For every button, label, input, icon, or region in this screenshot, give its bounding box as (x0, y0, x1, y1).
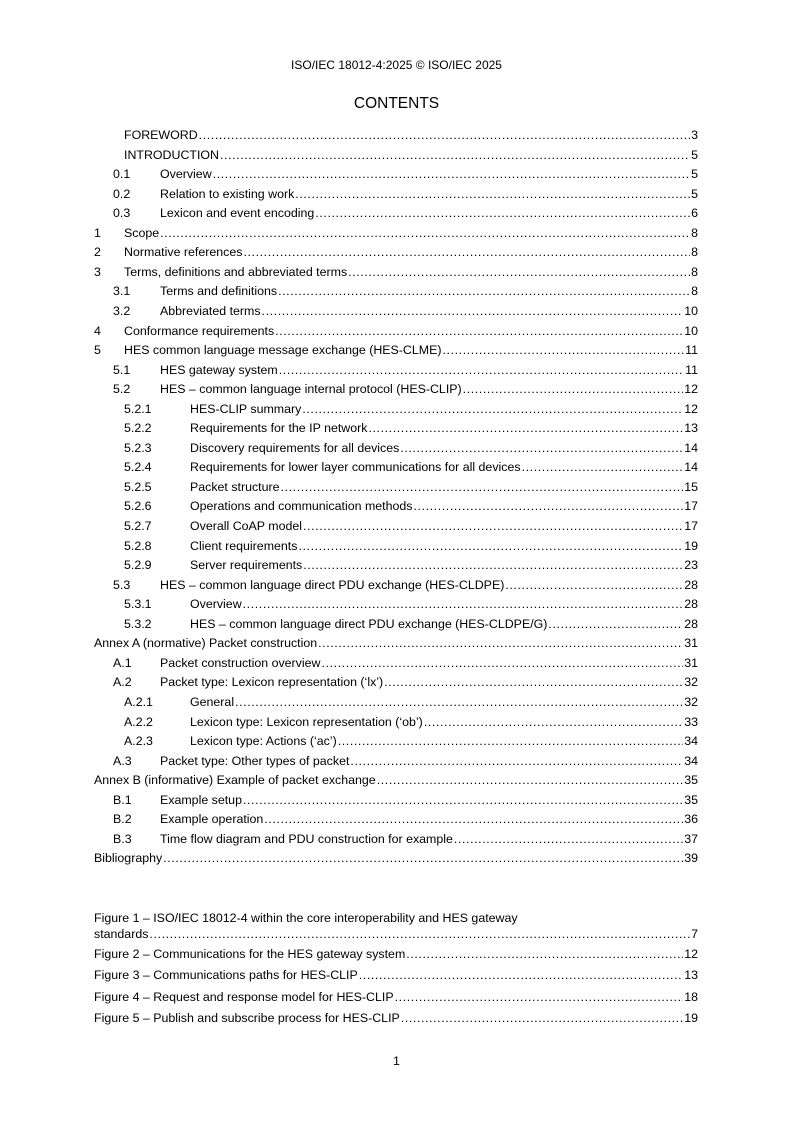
toc-entry[interactable] (94, 655, 698, 671)
toc-entry[interactable] (94, 303, 698, 319)
dot-leader (264, 811, 683, 827)
toc-entry[interactable] (94, 557, 698, 573)
toc-entry-page: 5 (691, 186, 698, 201)
toc-entry[interactable] (94, 674, 698, 690)
toc-entry[interactable] (94, 420, 698, 436)
toc-entry[interactable] (94, 518, 698, 534)
toc-entry-number: A.2.3 (124, 734, 153, 749)
dot-leader (454, 831, 683, 847)
toc-entry-page: 10 (684, 303, 698, 318)
toc-entry-page: 37 (684, 831, 698, 846)
toc-entry-number: 5.2.4 (124, 460, 152, 475)
dot-leader (377, 772, 684, 788)
toc-entry-title: Conformance requirements (124, 323, 275, 338)
toc-entry-title: Terms, definitions and abbreviated terms (124, 264, 348, 279)
toc-entry[interactable] (94, 186, 698, 202)
toc-entry-title: Lexicon and event encoding (160, 206, 315, 221)
toc-entry-number: 5.2.6 (124, 499, 152, 514)
toc-entry-title: Example setup (160, 792, 242, 807)
figure-entry[interactable] (94, 967, 698, 983)
dot-leader (295, 186, 690, 202)
dot-leader (384, 674, 683, 690)
dot-leader (401, 1010, 683, 1026)
dot-leader (548, 616, 683, 632)
toc-entry[interactable] (94, 714, 698, 730)
toc-entry-number: 5.2.8 (124, 538, 152, 553)
dot-leader (505, 577, 683, 593)
dot-leader (199, 127, 690, 143)
toc-entry-number: 5.2 (113, 382, 131, 397)
dot-leader (278, 283, 690, 299)
toc-entry-page: 11 (685, 343, 698, 358)
toc-entry-page: 28 (684, 597, 698, 612)
toc-entry-title: HES – common language direct PDU exchange (HES-CLDPE) (160, 577, 505, 592)
toc-entry-page: 32 (684, 694, 698, 709)
dot-leader (395, 989, 684, 1005)
toc-entry-number: 5.2.3 (124, 440, 152, 455)
toc-entry-page: 3 (691, 128, 698, 142)
toc-entry-number: 2 (94, 245, 101, 260)
toc-entry-number: 5.2.1 (124, 401, 152, 416)
toc-entry-number: A.2.2 (124, 714, 153, 729)
toc-entry[interactable] (94, 459, 698, 475)
toc-entry-number: 4 (94, 323, 101, 338)
toc-entry-number: 5.2.5 (124, 479, 152, 494)
dot-leader (359, 967, 683, 983)
toc-entry[interactable] (94, 342, 698, 358)
dot-leader (243, 792, 683, 808)
toc-entry-title: Bibliography (94, 851, 163, 866)
toc-entry-number: 0.1 (113, 167, 131, 182)
toc-entry-title: Packet structure (190, 479, 280, 494)
toc-entry[interactable] (94, 225, 698, 241)
dot-leader (406, 946, 683, 962)
figure-page: 12 (684, 947, 698, 961)
toc-entry-number: 3 (94, 264, 101, 279)
toc-entry-page: 13 (684, 421, 698, 436)
toc-entry-page: 5 (691, 147, 698, 162)
toc-entry-page: 14 (684, 460, 698, 475)
toc-entry-title: Terms and definitions (160, 284, 278, 299)
toc-entry-number: 5.3 (113, 577, 131, 592)
dot-leader (275, 323, 683, 339)
figure-title: Figure 5 – Publish and subscribe process for HES-CLIP (94, 1010, 400, 1025)
toc-entry[interactable] (94, 694, 698, 710)
toc-entry-number: B.2 (113, 812, 132, 827)
dot-leader (463, 381, 684, 397)
figure-title-line1: Figure 1 – ISO/IEC 18012-4 within the core interoperability and HES gateway (94, 911, 518, 925)
toc-entry[interactable] (94, 264, 698, 280)
toc-entry[interactable] (94, 479, 698, 495)
toc-entry-page: 8 (691, 264, 698, 279)
figure-entry[interactable] (94, 1010, 698, 1026)
toc-entry-page: 32 (684, 675, 698, 690)
toc-entry-page: 36 (684, 812, 698, 827)
toc-entry-page: 17 (684, 519, 698, 533)
dot-leader (350, 753, 683, 769)
toc-entry-page: 34 (684, 753, 698, 768)
toc-entry-title: FOREWORD (124, 128, 198, 142)
dot-leader (318, 635, 683, 651)
toc-entry-title: Operations and communication methods (190, 499, 413, 514)
dot-leader (400, 440, 683, 456)
toc-entry-title: Requirements for the IP network (190, 421, 368, 436)
toc-entry-title: HES gateway system (160, 362, 278, 377)
toc-entry[interactable] (94, 596, 698, 612)
toc-entry[interactable] (94, 616, 698, 632)
toc-entry-page: 35 (684, 773, 698, 788)
dot-leader (522, 459, 684, 475)
toc-entry-page: 28 (684, 616, 698, 631)
toc-entry-number: 5.2.7 (124, 519, 152, 533)
toc-entry-page: 15 (684, 479, 698, 494)
dot-leader (303, 557, 683, 573)
toc-entry-page: 28 (684, 577, 698, 592)
toc-entry-page: 8 (691, 225, 698, 240)
toc-entry[interactable] (94, 381, 698, 397)
toc-entry-number: B.3 (113, 831, 132, 846)
figure-title-line2: standards (94, 927, 149, 941)
toc-entry-number: 0.2 (113, 186, 131, 201)
figure-page: 7 (691, 927, 698, 941)
toc-entry[interactable] (94, 850, 698, 866)
dot-leader (303, 518, 683, 534)
toc-entry-title: Time flow diagram and PDU construction for example (160, 831, 453, 846)
toc-entry-page: 23 (684, 558, 698, 573)
toc-entry-page: 8 (691, 245, 698, 260)
contents-title: CONTENTS (353, 95, 440, 112)
toc-entry-number: 0.3 (113, 206, 131, 221)
dot-leader (163, 850, 683, 866)
toc-entry-page: 34 (684, 734, 698, 749)
toc-entry-page: 6 (691, 206, 698, 221)
figure-title: Figure 2 – Communications for the HES gateway system (94, 947, 406, 961)
figure-page: 13 (684, 968, 698, 983)
toc-entry[interactable] (94, 498, 698, 514)
dot-leader (413, 498, 683, 514)
figure-title: Figure 4 – Request and response model for HES-CLIP (94, 989, 394, 1004)
toc-entry[interactable] (94, 147, 698, 163)
toc-entry[interactable] (94, 772, 698, 788)
toc-entry[interactable] (94, 811, 698, 827)
toc-entry-title: Client requirements (190, 538, 298, 553)
toc-entry-page: 11 (685, 362, 698, 377)
dot-leader (368, 420, 683, 436)
toc-entry-page: 10 (684, 323, 698, 338)
toc-entry-title: Scope (124, 225, 160, 240)
dot-leader (160, 225, 690, 241)
dot-leader (149, 926, 690, 942)
toc-entry[interactable] (94, 733, 698, 749)
toc-entry-title: Lexicon type: Actions (‘ac’) (190, 734, 337, 749)
toc-entry-title: Overall CoAP model (190, 519, 303, 533)
dot-leader (235, 694, 683, 710)
dot-leader (302, 401, 683, 417)
dot-leader (262, 303, 684, 319)
toc-entry[interactable] (94, 244, 698, 260)
toc-entry-number: 5.3.2 (124, 616, 152, 631)
dot-leader (243, 244, 690, 260)
figure-title-line2-row (94, 926, 698, 942)
toc-entry[interactable] (94, 323, 698, 339)
toc-entry-number: A.2.1 (124, 694, 153, 709)
figure-title: Figure 3 – Communications paths for HES-CLIP (94, 968, 358, 983)
toc-entry[interactable] (94, 401, 698, 417)
toc-entry-title: HES – common language direct PDU exchange (HES-CLDPE/G) (190, 616, 548, 631)
dot-leader (298, 538, 683, 554)
toc-entry-title: Annex A (normative) Packet construction (94, 636, 318, 651)
toc-entry-title: Overview (160, 167, 212, 182)
toc-entry-title: Server requirements (190, 558, 303, 573)
toc-entry-title: Normative references (124, 245, 243, 260)
toc-entry-page: 12 (684, 401, 698, 416)
dot-leader (220, 147, 690, 163)
dot-leader (348, 264, 690, 280)
toc-entry[interactable] (94, 753, 698, 769)
toc-entry-page: 17 (684, 499, 698, 514)
toc-entry-page: 19 (684, 538, 698, 553)
toc-entry[interactable] (94, 440, 698, 456)
dot-leader (424, 714, 683, 730)
page-number: 1 (393, 1054, 400, 1068)
toc-entry-title: HES common language message exchange (HES-CLME) (124, 343, 442, 358)
toc-entry[interactable] (94, 538, 698, 554)
toc-entry-title: Discovery requirements for all devices (190, 440, 400, 455)
page-header: ISO/IEC 18012-4:2025 © ISO/IEC 2025 (291, 58, 502, 72)
toc-entry-title: Packet construction overview (160, 655, 321, 670)
toc-entry-page: 31 (684, 636, 698, 651)
toc-entry-page: 39 (684, 851, 698, 866)
toc-entry-number: 3.2 (113, 303, 131, 318)
toc-entry-title: Requirements for lower layer communications for all devices (190, 460, 521, 475)
toc-entry-page: 5 (691, 167, 698, 182)
dot-leader (338, 733, 684, 749)
toc-entry-page: 14 (684, 440, 698, 455)
toc-entry-number: 5.3.1 (124, 597, 152, 612)
toc-entry-page: 31 (684, 655, 698, 670)
toc-entry-number: A.3 (113, 753, 132, 768)
toc-entry-title: Packet type: Other types of packet (160, 753, 350, 768)
toc-entry[interactable] (94, 792, 698, 808)
dot-leader (213, 166, 690, 182)
figure-entry[interactable] (94, 989, 698, 1005)
dot-leader (443, 342, 685, 358)
toc-entry-page: 33 (684, 714, 698, 729)
toc-entry[interactable] (94, 362, 698, 378)
dot-leader (315, 205, 690, 221)
toc-entry-title: General (190, 694, 235, 709)
dot-leader (321, 655, 683, 671)
toc-entry-page: 12 (684, 382, 698, 397)
toc-entry[interactable] (94, 166, 698, 182)
toc-entry[interactable] (94, 205, 698, 221)
toc-entry[interactable] (94, 283, 698, 299)
toc-entry[interactable] (94, 831, 698, 847)
toc-entry-title: Relation to existing work (160, 186, 295, 201)
toc-entry[interactable] (94, 127, 698, 143)
toc-entry-number: 5.2.9 (124, 558, 152, 573)
figure-page: 18 (684, 989, 698, 1004)
toc-entry-title: INTRODUCTION (124, 147, 219, 162)
toc-entry-number: 5 (94, 343, 101, 358)
toc-entry-number: A.1 (113, 655, 132, 670)
toc-entry-number: 5.1 (113, 362, 131, 377)
toc-entry-number: B.1 (113, 792, 132, 807)
toc-entry-title: Lexicon type: Lexicon representation (‘ob’) (190, 714, 423, 729)
toc-entry-number: 1 (94, 225, 101, 240)
toc-entry-page: 8 (691, 284, 698, 299)
dot-leader (279, 362, 684, 378)
dot-leader (281, 479, 684, 495)
toc-entry-title: Abbreviated terms (160, 303, 261, 318)
toc-entry-number: A.2 (113, 675, 132, 690)
toc-entry-number: 5.2.2 (124, 421, 152, 436)
toc-entry-title: Example operation (160, 812, 264, 827)
toc-entry-title: HES-CLIP summary (190, 401, 302, 416)
toc-entry-number: 3.1 (113, 284, 131, 299)
toc-entry-title: HES – common language internal protocol (HES-CLIP) (160, 382, 462, 397)
figure-page: 19 (684, 1010, 698, 1025)
toc-entry[interactable] (94, 577, 698, 593)
figure-entry[interactable] (94, 946, 698, 962)
figure-entry-1[interactable] (94, 910, 698, 942)
toc-entry-title: Overview (190, 597, 242, 612)
toc-entry-page: 35 (684, 792, 698, 807)
toc-entry[interactable] (94, 635, 698, 651)
toc-entry-title: Annex B (informative) Example of packet exchange (94, 773, 376, 788)
dot-leader (243, 596, 684, 612)
toc-entry-title: Packet type: Lexicon representation (‘lx’) (160, 675, 384, 690)
